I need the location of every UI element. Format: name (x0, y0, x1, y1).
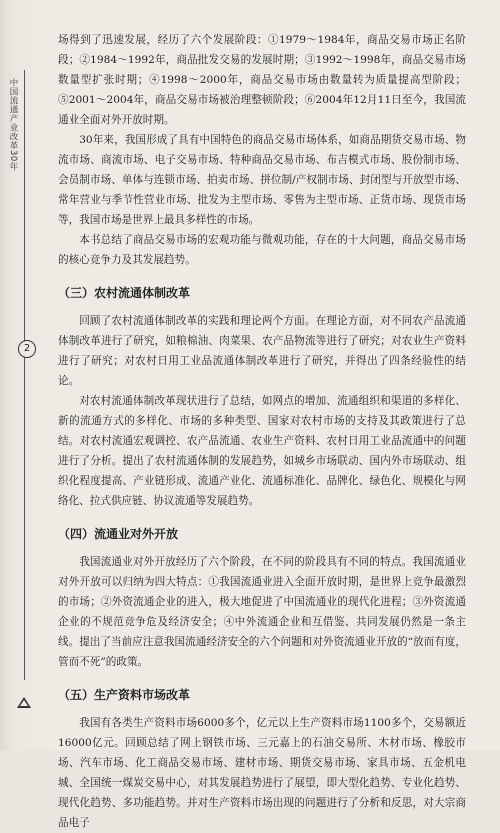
page-number: 2 (18, 340, 36, 358)
running-header-book-title: 中国流通产业改革30年 (8, 78, 18, 171)
section-heading-opening-up: （四）流通业对外开放 (58, 527, 179, 541)
paragraph-opening-up: 我国流通业对外开放经历了六个阶段，在不同的阶段具有不同的特点。我国流通业对外开放可以归纳为四大特点：①我国流通业进入全面开放时期，是世界上竞争最激烈的市场；②外资流通企业的进入，极大地促进了中国流通业的现代化进程；③外资流通企业的不规范竞争危及经济安全；④中外流通企业和互借鉴、共同发展仍然是一条主线。提出了当前应注意我国流通经济安全的六个问题和对外资流通业开放的“放而有度，管而不死”的政策。 (58, 556, 466, 668)
paragraph-rural-trends: 对农村流通体制改革现状进行了总结，如网点的增加、流通组织和渠道的多样化、新的流通方式的多样化、市场的多种类型、国家对农村市场的支持及其政策进行了总结。对农村流通宏观调控、农产品流通、农业生产资料、农村日用工业品流通中的问题进行了分析。提出了农村流通体制的发展趋势，如城乡市场联动、国内外市场联动、组织化程度提高、产业链形成、流通产业化、流通标准化、品牌化、绿色化、规模化与网络化、拉式供应链、协议流通等发展趋势。 (58, 395, 466, 507)
body-text (58, 30, 466, 833)
triangle-marker-icon (17, 697, 31, 708)
paragraph-rural-review: 回顾了农村流通体制改革的实践和理论两个方面。在理论方面，对不同农产品流通体制改革进行了研究，如粮棉油、肉菜果、农产品物流等进行了研究；对农业生产资料进行了研究；对农村日用工业品流通体制改革进行了研究，并得出了四条经验性的结论。 (58, 315, 466, 387)
paragraph-market-summary: 本书总结了商品交易市场的宏观功能与微观功能，存在的十大问题，商品交易市场的核心竞争力及其发展趋势。 (58, 234, 466, 266)
paragraph-market-stages: 场得到了迅速发展，经历了六个发展阶段：①1979～1984年，商品交易市场正名阶段；②1984～1992年，商品批发交易的发展时期；③1992～1998年，商品交易市场数量型扩张时期；④1998～2000年，商品交易市场由数量转为质量提高型阶段；⑤2001～2004年，商品交易市场被治理整顿阶段；⑥2004年12月11日至今，我国流通业全面对外开放时期。 (58, 34, 466, 126)
margin-divider (24, 70, 25, 680)
section-heading-means-of-production: （五）生产资料市场改革 (58, 688, 191, 702)
paragraph-market-system: 30年来，我国形成了具有中国特色的商品交易市场体系，如商品期货交易市场、物流市场、商流市场、电子交易市场、特种商品交易市场、布吉模式市场、股份制市场、会员制市场、单体与连锁市场、拍卖市场、拼位制/产权制市场、封闭型与开放型市场、常年营业与季节性营业市场、批发为主型市场、零售为主型市场、正货市场、现货市场等，我国市场是世界上最具多样性的市场。 (58, 134, 466, 226)
section-heading-rural-circulation: （三）农村流通体制改革 (58, 286, 191, 300)
paragraph-means-of-production: 我国有各类生产资料市场6000多个，亿元以上生产资料市场1100多个，交易额近16000亿元。回顾总结了网上钢铁市场、三元嘉上的石油交易所、木材市场、橡胶市场、汽车市场、化工商品交易市场、建材市场、期货交易市场、家具市场、五金机电城、全国统一煤炭交易中心，对其发展趋势进行了展望，即大型化趋势、专业化趋势、现代化趋势、多功能趋势。并对生产资料市场出现的问题进行了分析和反思，对大宗商品电子 (58, 717, 466, 829)
